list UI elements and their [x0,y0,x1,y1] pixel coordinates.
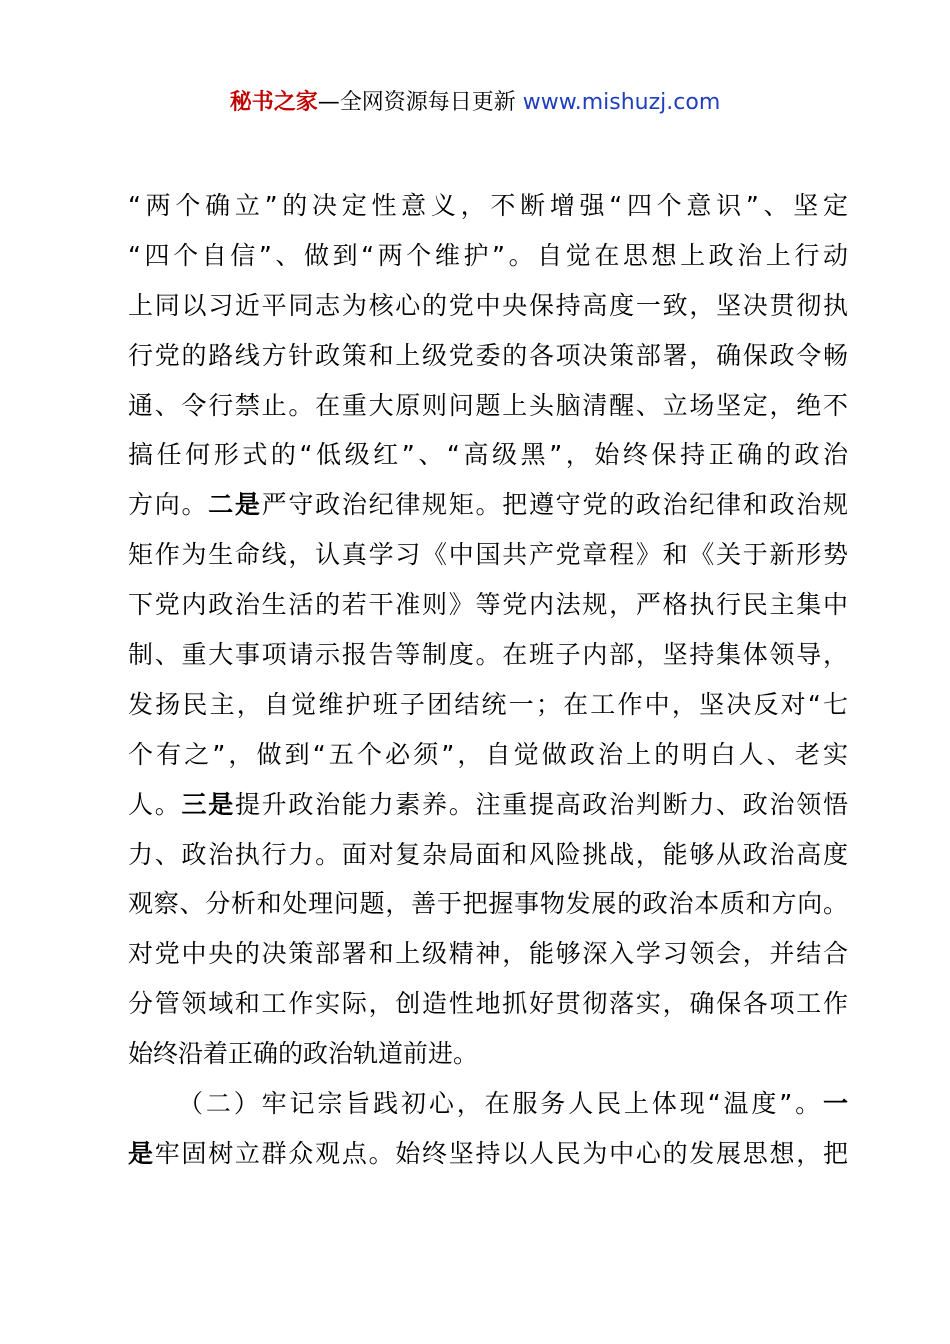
bold-text-segment: 一 [822,1089,848,1119]
body-text [128,181,848,1179]
text-line [128,1029,848,1079]
text-segment: （二）牢记宗旨践初心，在服务人民上体现“温度”。 [178,1089,823,1119]
text-line [128,331,848,381]
text-line [128,1129,848,1179]
text-line [128,480,848,530]
text-line [128,929,848,979]
text-line [128,979,848,1029]
text-line [128,830,848,880]
page-header [0,86,950,120]
header-tagline: —全网资源每日更新 [317,90,516,115]
text-line [128,381,848,431]
text-line [128,430,848,480]
text-line [128,1079,848,1129]
text-line [128,231,848,281]
text-segment: 通、令行禁止。在重大原则问题上头脑清醒、立场坚定，绝不 [128,390,848,420]
text-segment: 上同以习近平同志为核心的党中央保持高度一致，坚决贯彻执 [128,290,848,320]
text-segment: 分管领域和工作实际，创造性地抓好贯彻落实，确保各项工作 [128,989,848,1019]
text-line [128,630,848,680]
text-segment: 发扬民主，自觉维护班子团结统一；在工作中，坚决反对“七 [128,689,848,719]
text-line [128,730,848,780]
text-line [128,281,848,331]
brand-name: 秘书之家 [229,90,318,115]
text-line [128,780,848,830]
text-segment: 矩作为生命线，认真学习《中国共产党章程》和《关于新形势 [128,540,848,570]
bold-text-segment: 是 [128,1138,155,1168]
bold-text-segment: 三是 [181,789,235,819]
text-segment: “四个自信”、做到“两个维护”。自觉在思想上政治上行动 [128,240,848,270]
text-line [128,680,848,730]
text-line [128,580,848,630]
text-segment: 搞任何形式的“低级红”、“高级黑”，始终保持正确的政治 [128,440,848,470]
bold-text-segment: 二是 [208,490,262,520]
text-line [128,181,848,231]
text-segment: 严守政治纪律规矩。把遵守党的政治纪律和政治规 [261,490,848,520]
text-segment: 力、政治执行力。面对复杂局面和风险挑战，能够从政治高度 [128,839,848,869]
text-segment: 个有之”，做到“五个必须”，自觉做政治上的明白人、老实 [128,739,848,769]
text-segment: 人。 [128,789,182,819]
text-segment: 提升政治能力素养。注重提高政治判断力、政治领悟 [234,789,848,819]
text-segment: “两个确立”的决定性意义，不断增强“四个意识”、坚定 [128,191,848,220]
header-url-link[interactable]: www.mishuzj.com [522,90,721,115]
text-segment: 行党的路线方针政策和上级党委的各项决策部署，确保政令畅 [128,340,848,370]
text-segment: 对党中央的决策部署和上级精神，能够深入学习领会，并结合 [128,939,848,969]
text-segment: 下党内政治生活的若干准则》等党内法规，严格执行民主集中 [128,590,848,620]
text-segment: 方向。 [128,490,209,520]
text-line [128,530,848,580]
text-line [128,879,848,929]
text-segment: 制、重大事项请示报告等制度。在班子内部，坚持集体领导， [128,640,848,670]
text-segment: 始终沿着正确的政治轨道前进。 [128,1039,479,1069]
text-segment: 牢固树立群众观点。始终坚持以人民为中心的发展思想，把 [154,1138,848,1168]
text-segment: 观察、分析和处理问题，善于把握事物发展的政治本质和方向。 [128,889,848,919]
